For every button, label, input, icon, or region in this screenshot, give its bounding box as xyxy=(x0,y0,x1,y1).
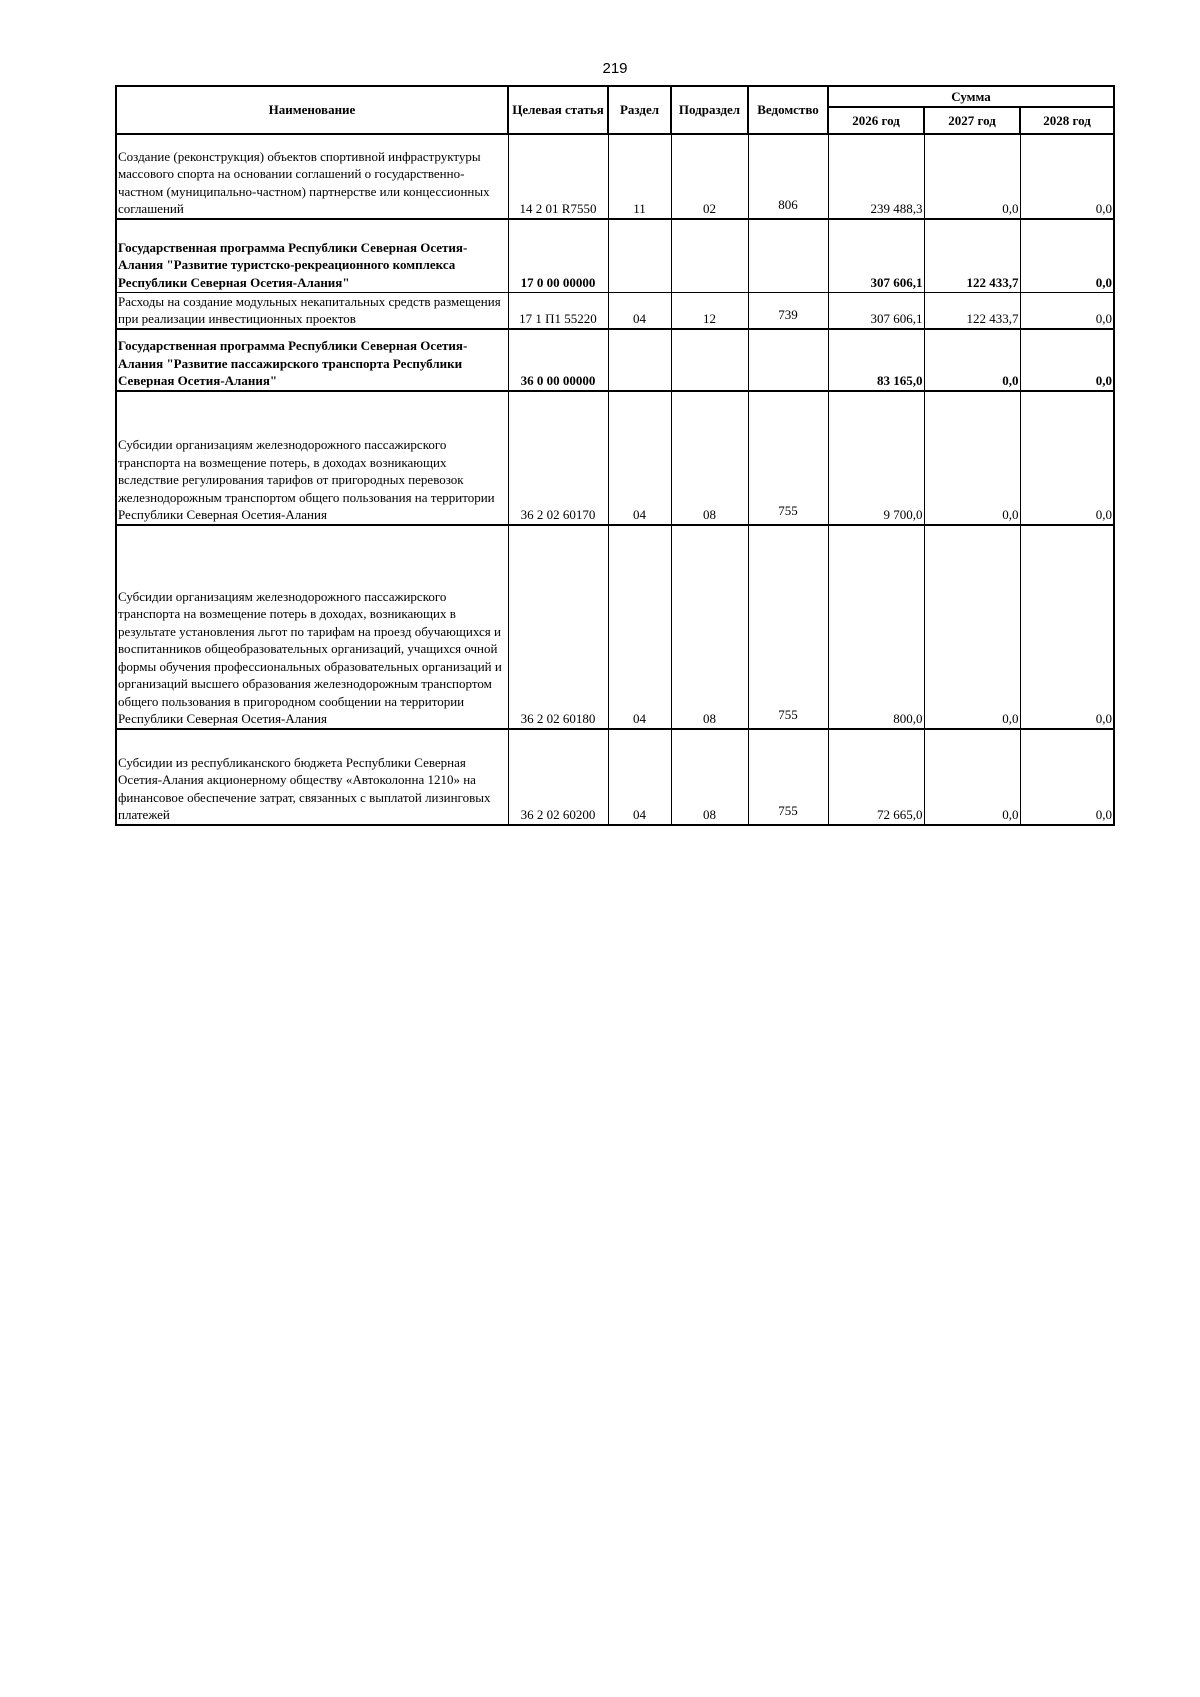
row-amount-2028: 0,0 xyxy=(1020,219,1114,292)
table-row xyxy=(116,729,1114,825)
row-subsection: 12 xyxy=(671,292,748,329)
row-code: 36 0 00 00000 xyxy=(508,329,608,391)
row-amount-2026: 800,0 xyxy=(828,525,924,729)
row-code: 36 2 02 60180 xyxy=(508,525,608,729)
table-row xyxy=(116,525,1114,729)
row-amount-2028: 0,0 xyxy=(1020,292,1114,329)
row-amount-2028: 0,0 xyxy=(1020,391,1114,525)
row-department: 755 xyxy=(748,729,828,825)
row-code: 17 1 П1 55220 xyxy=(508,292,608,329)
row-code: 14 2 01 R7550 xyxy=(508,134,608,219)
header-section: Раздел xyxy=(608,86,671,134)
row-department xyxy=(748,329,828,391)
row-amount-2027: 0,0 xyxy=(924,729,1020,825)
row-name: Расходы на создание модульных некапитальных средств размещения при реализации инвестиционных проектов xyxy=(116,292,508,329)
row-amount-2026: 307 606,1 xyxy=(828,219,924,292)
row-section: 04 xyxy=(608,292,671,329)
header-sum: Сумма xyxy=(828,86,1114,107)
row-subsection: 08 xyxy=(671,525,748,729)
header-subsection: Подраздел xyxy=(671,86,748,134)
row-amount-2027: 0,0 xyxy=(924,391,1020,525)
row-amount-2027: 0,0 xyxy=(924,134,1020,219)
header-target-article: Целевая статья xyxy=(508,86,608,134)
row-amount-2026: 9 700,0 xyxy=(828,391,924,525)
row-amount-2026: 83 165,0 xyxy=(828,329,924,391)
row-name: Государственная программа Республики Северная Осетия-Алания "Развитие туристско-рекреационного комплекса Республики Северная Осетия-Алания" xyxy=(116,219,508,292)
row-code: 36 2 02 60170 xyxy=(508,391,608,525)
row-section xyxy=(608,219,671,292)
row-department: 806 xyxy=(748,134,828,219)
row-amount-2027: 0,0 xyxy=(924,329,1020,391)
table-row xyxy=(116,219,1114,292)
row-amount-2027: 122 433,7 xyxy=(924,292,1020,329)
row-section: 11 xyxy=(608,134,671,219)
table-row xyxy=(116,391,1114,525)
row-department: 755 xyxy=(748,391,828,525)
row-code: 36 2 02 60200 xyxy=(508,729,608,825)
row-name: Создание (реконструкция) объектов спортивной инфраструктуры массового спорта на основании соглашений о государственно-частном (муниципально-частном) партнерстве или концессионных соглашений xyxy=(116,134,508,219)
row-name: Субсидии организациям железнодорожного пассажирского транспорта на возмещение потерь в доходах, возникающих в результате установления льгот по тарифам на проезд обучающихся и воспитанников общеобразовательных организаций, учащихся очной формы обучения профессиональных образовательных организаций и организаций высшего образования железнодорожным транспортом общего пользования в пригородном сообщении на территории Республики Северная Осетия-Алания xyxy=(116,525,508,729)
row-name: Субсидии организациям железнодорожного пассажирского транспорта на возмещение потерь, в доходах возникающих вследствие регулирования тарифов от пригородных перевозок железнодорожным транспортом общего пользования на территории Республики Северная Осетия-Алания xyxy=(116,391,508,525)
budget-table xyxy=(115,85,1115,826)
table-row xyxy=(116,292,1114,329)
row-code: 17 0 00 00000 xyxy=(508,219,608,292)
row-amount-2026: 72 665,0 xyxy=(828,729,924,825)
row-subsection: 08 xyxy=(671,391,748,525)
row-amount-2028: 0,0 xyxy=(1020,134,1114,219)
row-department: 739 xyxy=(748,292,828,329)
row-name: Субсидии из республиканского бюджета Республики Северная Осетия-Алания акционерному обществу «Автоколонна 1210» на финансовое обеспечение затрат, связанных с выплатой лизинговых платежей xyxy=(116,729,508,825)
row-subsection: 02 xyxy=(671,134,748,219)
row-section: 04 xyxy=(608,391,671,525)
header-year-2027: 2027 год xyxy=(924,107,1020,134)
row-amount-2027: 122 433,7 xyxy=(924,219,1020,292)
header-year-2028: 2028 год xyxy=(1020,107,1114,134)
header-year-2026: 2026 год xyxy=(828,107,924,134)
header-name: Наименование xyxy=(116,86,508,134)
row-department: 755 xyxy=(748,525,828,729)
row-amount-2026: 307 606,1 xyxy=(828,292,924,329)
row-department xyxy=(748,219,828,292)
row-section xyxy=(608,329,671,391)
row-section: 04 xyxy=(608,729,671,825)
row-amount-2026: 239 488,3 xyxy=(828,134,924,219)
table-row xyxy=(116,329,1114,391)
row-subsection xyxy=(671,219,748,292)
row-subsection: 08 xyxy=(671,729,748,825)
row-amount-2028: 0,0 xyxy=(1020,729,1114,825)
row-amount-2028: 0,0 xyxy=(1020,525,1114,729)
table-row xyxy=(116,134,1114,219)
row-subsection xyxy=(671,329,748,391)
page-number: 219 xyxy=(602,60,628,77)
row-amount-2028: 0,0 xyxy=(1020,329,1114,391)
header-department: Ведомство xyxy=(748,86,828,134)
row-amount-2027: 0,0 xyxy=(924,525,1020,729)
row-name: Государственная программа Республики Северная Осетия-Алания "Развитие пассажирского транспорта Республики Северная Осетия-Алания" xyxy=(116,329,508,391)
row-section: 04 xyxy=(608,525,671,729)
